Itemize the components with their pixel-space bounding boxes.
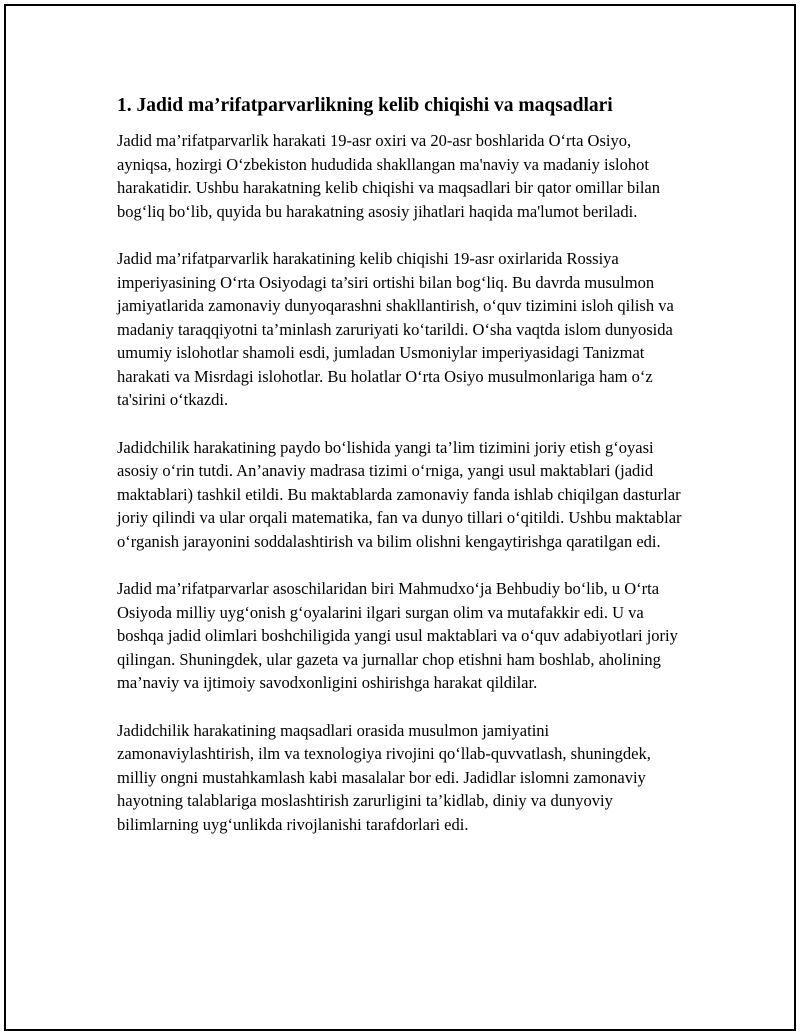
document-body bbox=[117, 93, 687, 860]
paragraph-goals: Jadidchilik harakatining maqsadlari orasida musulmon jamiyatini zamonaviylashtirish, ilm va texnologiya rivojini qo‘llab-quvvatlash, shuningdek, milliy ongni mustahkamlash kabi masalalar bor edi. Jadidlar islomni zamonaviy hayotning talablariga moslashtirish zarurligini ta’kidlab, diniy va dunyoviy bilimlarning uyg‘unlikda rivojlanishi tarafdorlari edi. bbox=[117, 720, 651, 834]
paragraph-education: Jadidchilik harakatining paydo bo‘lishida yangi ta’lim tizimini joriy etish g‘oyasi asosiy o‘rin tutdi. An’anaviy madrasa tizimi o‘rniga, yangi usul maktablari (jadid maktablari) tashkil etildi. Bu maktablarda zamonaviy fanda ishlab chiqilgan dasturlar joriy qilindi va ular orqali matematika, fan va dunyo tillari o‘qitildi. Ushbu maktablar o‘rganish jarayonini soddalashtirish va bilim olishni kengaytirishga qaratilgan edi. bbox=[117, 437, 682, 551]
paragraph-behbudiy: Jadid ma’rifatparvarlar asoschilaridan biri Mahmudxo‘ja Behbudiy bo‘lib, u O‘rta Osiyoda milliy uyg‘onish g‘oyalarini ilgari surgan olim va mutafakkir edi. U va boshqa jadid olimlari boshchiligida yangi usul maktablari va o‘quv adabiyotlari joriy qilingan. Shuningdek, ular gazeta va jurnallar chop etishni ham boshlab, aholining ma’naviy va ijtimoiy savodxonligini oshirishga harakat qildilar. bbox=[117, 579, 678, 692]
section-heading: 1. Jadid ma’rifatparvarlikning kelib chiqishi va maqsadlari bbox=[117, 95, 613, 116]
paragraph-origins: Jadid ma’rifatparvarlik harakatining kelib chiqishi 19-asr oxirlarida Rossiya imperiyasining O‘rta Osiyodagi ta’siri ortishi bilan bog‘liq. Bu davrda musulmon jamiyatlarida zamonaviy dunyoqarashni shakllantirish, o‘quv tizimini isloh qilish va madaniy taraqqiyotni ta’minlash zaruriyati ko‘tarildi. O‘sha vaqtda islom dunyosida umumiy islohotlar shamoli esdi, jumladan Usmoniylar imperiyasidagi Tanizmat harakati va Misrdagi islohotlar. Bu holatlar O‘rta Osiyo musulmonlariga ham o‘z ta'sirini o‘tkazdi. bbox=[117, 249, 674, 409]
paragraph-intro: Jadid ma’rifatparvarlik harakati 19-asr oxiri va 20-asr boshlarida O‘rta Osiyo, ayniqsa, hozirgi O‘zbekiston hududida shakllangan ma'naviy va madaniy islohot harakatidir. Ushbu harakatning kelib chiqishi va maqsadlari bir qator omillar bilan bog‘liq bo‘lib, quyida bu harakatning asosiy jihatlari haqida ma'lumot beriladi. bbox=[117, 131, 660, 221]
